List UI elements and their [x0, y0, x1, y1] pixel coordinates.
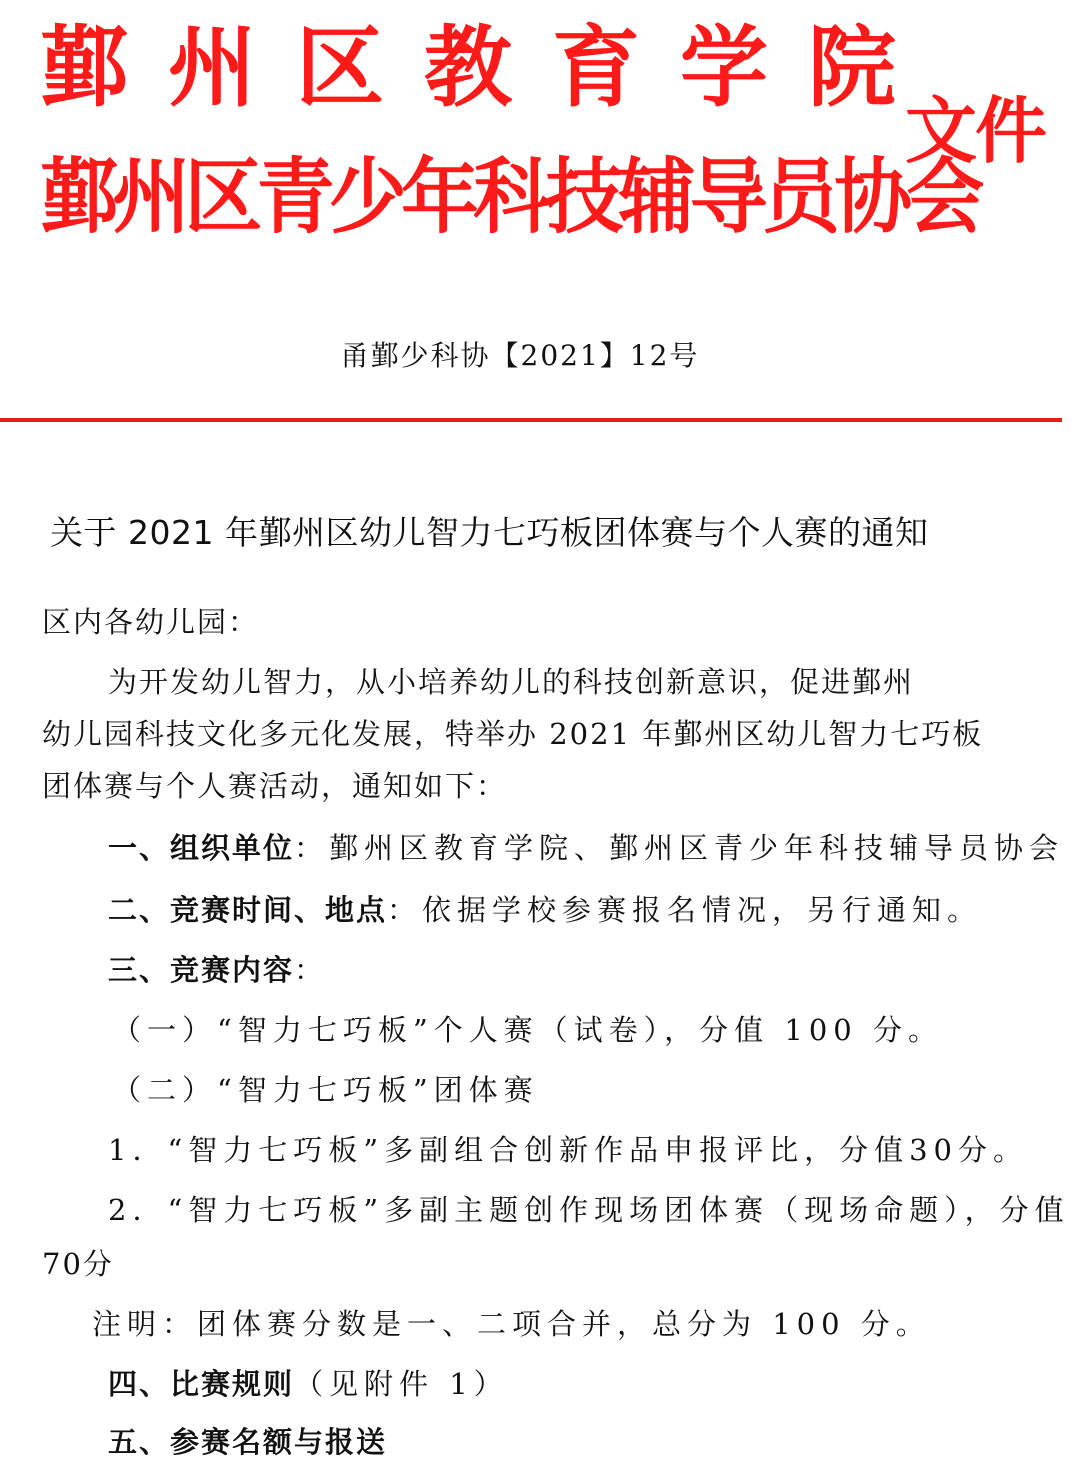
section-4-text: （见附件 1） — [294, 1367, 509, 1401]
section-2-heading: 二、竞赛时间、地点 — [108, 893, 388, 927]
section-1-text: ：鄞州区教育学院、鄞州区青少年科技辅导员协会 — [294, 831, 1065, 865]
salutation: 区内各幼儿园： — [42, 605, 260, 639]
intro-line-1: 为开发幼儿智力，从小培养幼儿的科技创新意识，促进鄞州 — [108, 665, 915, 699]
section-3-heading: 三、竞赛内容 — [108, 953, 295, 987]
document-number: 甬鄞少科协【2021】12号 — [340, 339, 700, 372]
intro-line-2: 幼儿园科技文化多元化发展，特举办 2021 年鄞州区幼儿智力七巧板 — [42, 717, 984, 751]
section-3-item-2: （二）“智力七巧板”团体赛 — [112, 1073, 539, 1107]
org-name-line1: 鄞州区教育学院 — [40, 16, 937, 119]
section-3 — [108, 948, 325, 992]
section-2 — [108, 888, 982, 932]
section-3-sub-2-line-1: 2．“智力七巧板”多副主题创作现场团体赛（现场命题），分值 — [108, 1193, 1070, 1227]
section-1 — [108, 826, 1064, 870]
red-divider — [0, 418, 1062, 422]
section-3-note: 注明：团体赛分数是一、二项合并，总分为 100 分。 — [92, 1307, 931, 1341]
section-4 — [108, 1362, 509, 1406]
section-4-heading: 四、比赛规则 — [108, 1367, 295, 1401]
document-label: 文件 — [905, 89, 1046, 173]
section-3-colon: ： — [294, 953, 326, 987]
intro-line-3: 团体赛与个人赛活动，通知如下： — [42, 769, 508, 803]
section-3-sub-1: 1．“智力七巧板”多副组合创新作品申报评比，分值30分。 — [108, 1133, 1029, 1167]
section-2-text: ：依据学校参赛报名情况，另行通知。 — [387, 893, 983, 927]
section-5 — [108, 1420, 387, 1464]
notice-title: 关于 2021 年鄞州区幼儿智力七巧板团体赛与个人赛的通知 — [50, 513, 929, 552]
section-3-sub-2-line-2: 70分 — [42, 1247, 114, 1281]
section-3-item-1: （一）“智力七巧板”个人赛（试卷），分值 100 分。 — [112, 1013, 943, 1047]
org-name-line2: 鄞州区青少年科技辅导员协会 — [40, 150, 979, 245]
section-5-heading: 五、参赛名额与报送 — [108, 1425, 388, 1459]
section-1-heading: 一、组织单位 — [108, 831, 295, 865]
